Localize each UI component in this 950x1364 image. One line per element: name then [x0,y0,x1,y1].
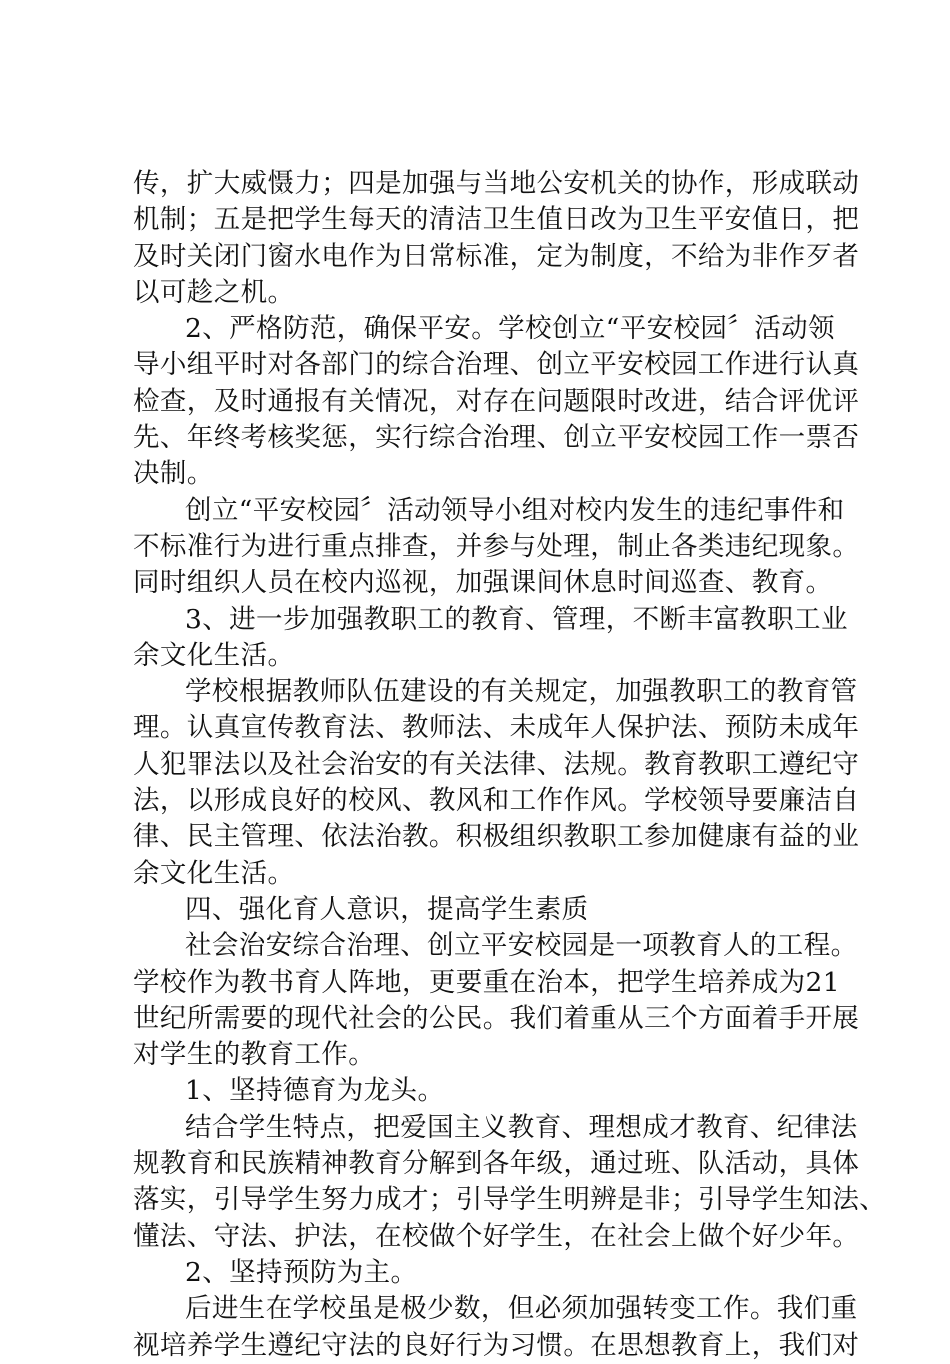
text-line: 理。认真宣传教育法、教师法、未成年人保护法、预防未成年 [133,712,860,744]
text-line: 决制。 [133,458,214,490]
paragraph-start-line: 学校根据教师队伍建设的有关规定，加强教职工的教育管 [185,676,858,708]
text-line: 机制；五是把学生每天的清洁卫生值日改为卫生平安值日，把 [133,204,860,236]
document-body [133,166,887,1364]
paragraph-start-line: 后进生在学校虽是极少数，但必须加强转变工作。我们重 [185,1293,858,1325]
paragraph-start-line: 创立“平安校园〞活动领导小组对校内发生的违纪事件和 [185,494,845,526]
text-line: 余文化生活。 [133,639,295,671]
text-line: 导小组平时对各部门的综合治理、创立平安校园工作进行认真 [133,349,860,381]
text-line: 视培养学生遵纪守法的良好行为习惯。在思想教育上，我们对 [133,1329,860,1361]
text-line: 先、年终考核奖惩，实行综合治理、创立平安校园工作一票否 [133,422,860,454]
text-line: 规教育和民族精神教育分解到各年级，通过班、队活动，具体 [133,1148,860,1180]
text-line: 传，扩大威慑力；四是加强与当地公安机关的协作，形成联动 [133,168,860,199]
paragraph-start-line: 结合学生特点，把爱国主义教育、理想成才教育、纪律法 [185,1111,858,1143]
text-line: 不标准行为进行重点排查，并参与处理，制止各类违纪现象。 [133,530,860,562]
text-line: 世纪所需要的现代社会的公民。我们着重从三个方面着手开展 [133,1002,860,1034]
paragraph-start-line: 社会治安综合治理、创立平安校园是一项教育人的工程。 [185,930,858,962]
text-line: 余文化生活。 [133,857,295,889]
text-line: 律、民主管理、依法治教。积极组织教职工参加健康有益的业 [133,821,860,853]
paragraph-start-line: 2、严格防范，确保平安。学校创立“平安校园〞活动领 [185,313,835,345]
text-line: 落实，引导学生努力成才；引导学生明辨是非；引导学生知法、 [133,1184,887,1216]
subheading: 2、坚持预防为主。 [185,1256,418,1288]
text-line: 懂法、守法、护法，在校做个好学生，在社会上做个好少年。 [133,1220,860,1252]
text-line: 及时关闭门窗水电作为日常标准，定为制度，不给为非作歹者 [133,240,860,272]
subheading: 1、坚持德育为龙头。 [185,1075,445,1107]
text-line: 检查，及时通报有关情况，对存在问题限时改进，结合评优评 [133,385,860,417]
text-line: 以可趁之机。 [133,276,295,308]
section-heading: 四、强化育人意识，提高学生素质 [185,893,589,925]
text-line: 人犯罪法以及社会治安的有关法律、法规。教育教职工遵纪守 [133,748,860,780]
text-line: 同时组织人员在校内巡视，加强课间休息时间巡查、教育。 [133,567,833,599]
paragraph-start-line: 3、进一步加强教职工的教育、管理，不断丰富教职工业 [185,603,848,635]
text-line: 学校作为教书育人阵地，更要重在治本，把学生培养成为21 [133,966,841,998]
text-line: 法，以形成良好的校风、教风和工作作风。学校领导要廉洁自 [133,785,860,817]
text-line: 对学生的教育工作。 [133,1039,376,1071]
